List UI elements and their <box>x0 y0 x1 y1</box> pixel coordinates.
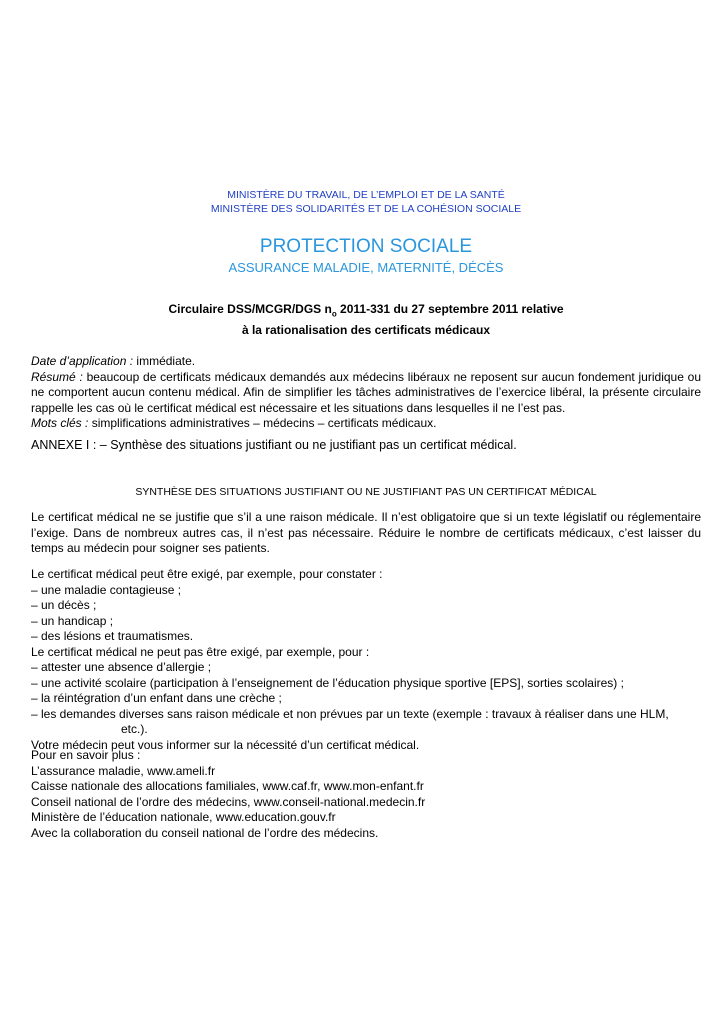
summary-label: Résumé : <box>31 369 83 384</box>
date-label: Date d’application : <box>31 354 134 368</box>
list-item: – une activité scolaire (participation à l’enseignement de l’éducation physique sportive [EPS], sorties scolaires) ; <box>31 675 624 690</box>
summary <box>31 370 701 417</box>
ministry-line-1: MINISTÈRE DU TRAVAIL, DE L’EMPLOI ET DE LA SANTÉ <box>227 189 505 201</box>
meta-block <box>31 354 701 432</box>
circular-number-sign: o <box>331 309 337 319</box>
list-item: – une maladie contagieuse ; <box>31 582 182 597</box>
section-title: PROTECTION SOCIALE <box>259 236 473 257</box>
ministry-line-2: MINISTÈRE DES SOLIDARITÉS ET DE LA COHÉSION SOCIALE <box>210 203 522 215</box>
intro-paragraph: Le certificat médical ne se justifie que s’il a une raison médicale. Il n’est obligatoire que si un texte législatif ou réglementaire l’exige. Dans de nombreux autres cas, il n’est pas nécessaire. Réduire le nombre de certificats médicaux, c’est laisser du temps au médecin pour soigner ses patients. <box>31 510 701 555</box>
keywords-text: simplifications administratives – médecins – certificats médicaux. <box>88 416 437 430</box>
not-required-intro: Le certificat médical ne peut pas être exigé, par exemple, pour : <box>31 644 370 659</box>
list-item: – les demandes diverses sans raison médicale et non prévues par un texte (exemple : travaux à réaliser dans une HLM, <box>31 706 669 721</box>
date-value: immédiate. <box>133 354 196 368</box>
circular-title-line-1 <box>31 301 701 322</box>
more-info-line: Caisse nationale des allocations familiales, www.caf.fr, www.mon-enfant.fr <box>31 779 424 793</box>
section-subtitle: ASSURANCE MALADIE, MATERNITÉ, DÉCÈS <box>228 260 504 275</box>
keywords-label: Mots clés : <box>31 416 89 430</box>
circular-title-line-2: à la rationalisation des certificats médicaux <box>241 323 491 338</box>
list-item-continuation: etc.). <box>121 722 148 736</box>
summary-text: beaucoup de certificats médicaux demandés aux médecins libéraux ne reposent sur aucun fondement juridique ou ne comportent aucun contenu médical. Afin de simplifier les tâches administratives de l’exercice libéral, la présente circulaire rappelle les cas où le certificat médical est nécessaire et les situations dans lesquelles il ne l’est pas. <box>31 369 701 415</box>
more-info-heading: Pour en savoir plus : <box>31 748 141 762</box>
list-item: – un décès ; <box>31 598 97 612</box>
situations-block <box>31 567 701 753</box>
circular-prefix: Circulaire DSS/MCGR/DGS n <box>168 302 332 316</box>
annex-line: ANNEXE I : – Synthèse des situations justifiant ou ne justifiant pas un certificat médical. <box>31 438 517 452</box>
list-item: – des lésions et traumatismes. <box>31 629 194 643</box>
more-info-line: Avec la collaboration du conseil national de l’ordre des médecins. <box>31 825 379 840</box>
closing-line: Votre médecin peut vous informer sur la nécessité d’un certificat médical. <box>31 737 420 752</box>
circular-title <box>31 301 701 338</box>
more-info-block <box>31 748 701 841</box>
circular-suffix: 2011-331 du 27 septembre 2011 relative <box>336 302 564 316</box>
list-item: – attester une absence d’allergie ; <box>31 660 212 674</box>
keywords <box>31 416 701 432</box>
more-info-line: Conseil national de l’ordre des médecins, www.conseil-national.medecin.fr <box>31 794 426 809</box>
list-item: – la réintégration d’un enfant dans une crèche ; <box>31 691 282 705</box>
more-info-line: Ministère de l’éducation nationale, www.education.gouv.fr <box>31 810 336 824</box>
synthesis-title: SYNTHÈSE DES SITUATIONS JUSTIFIANT OU NE JUSTIFIANT PAS UN CERTIFICAT MÉDICAL <box>135 486 597 498</box>
required-intro: Le certificat médical peut être exigé, par exemple, pour constater : <box>31 567 383 581</box>
more-info-line: L’assurance maladie, www.ameli.fr <box>31 763 216 778</box>
list-item: – un handicap ; <box>31 613 114 628</box>
ministry-header <box>31 188 701 216</box>
application-date <box>31 354 701 370</box>
